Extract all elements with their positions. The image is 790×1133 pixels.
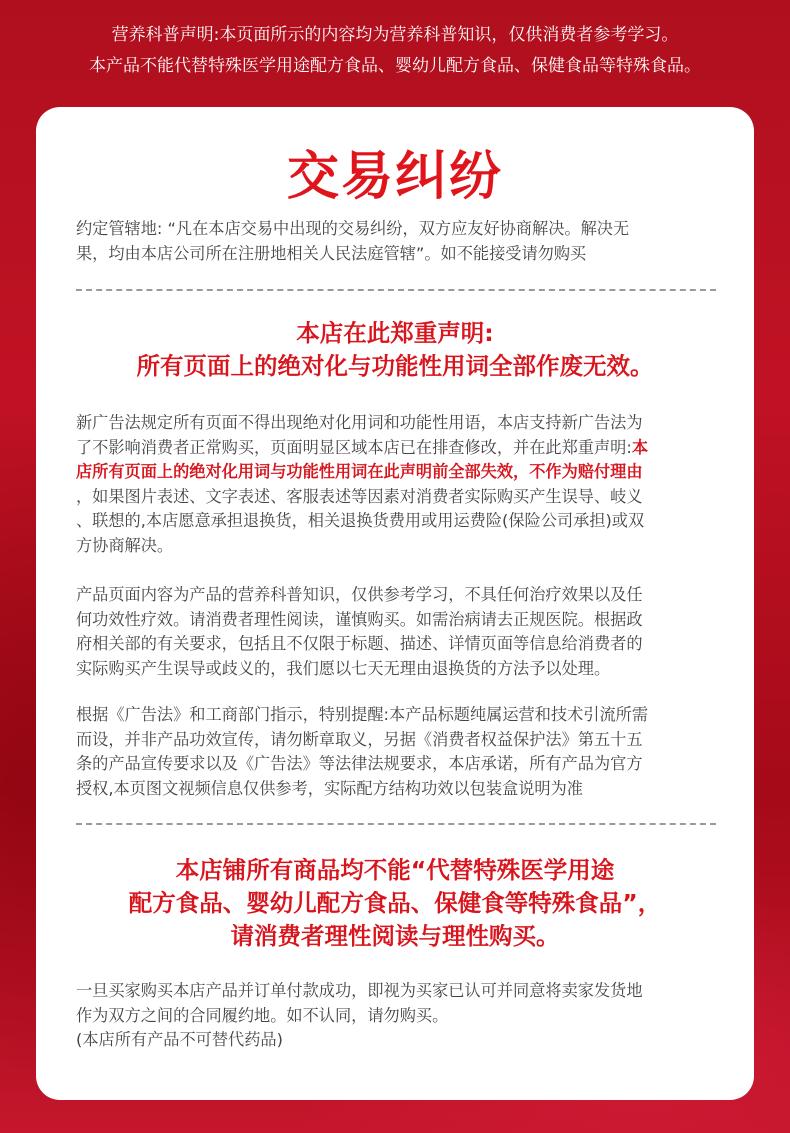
- heading-line: 本店铺所有商品均不能“代替特殊医学用途: [175, 856, 615, 884]
- text-line: 府相关部的有关要求，包括且不仅限于标题、描述、详情页面等信息给消费者的: [76, 634, 643, 653]
- jurisdiction-paragraph: [76, 217, 716, 266]
- ad-law-paragraph: [76, 411, 716, 558]
- text-line: 方协商解决。: [76, 535, 174, 555]
- declaration-heading: [36, 317, 754, 383]
- top-notice-line-1: 营养科普声明:本页面所示的内容均为营养科普知识，仅供消费者参考学习。: [111, 25, 679, 45]
- heading-line: 请消费者理性阅读与理性购买。: [230, 922, 560, 950]
- law-paragraph: [76, 703, 716, 801]
- text-line: 何功效性疗效。请消费者理性阅读，谨慎购买。如需治病请去正规医院。根据政: [76, 609, 643, 629]
- heading-line: 所有页面上的绝对化与功能性用词全部作废无效。: [136, 352, 654, 380]
- dashed-divider: [76, 823, 716, 825]
- dashed-divider: [76, 289, 716, 291]
- text-line: 而设，并非产品功效宣传，请勿断章取义，另据《消费者权益保护法》第五十五: [76, 729, 643, 749]
- text-line: 约定管辖地: “凡在本店交易中出现的交易纠纷，双方应友好协商解决。解决无: [76, 219, 630, 238]
- content-card: [36, 107, 754, 1100]
- text-line: 一旦买家购买本店产品并订单付款成功，即视为买家已认可并同意将卖家发货地: [76, 981, 643, 1000]
- text-line: 、联想的,本店愿意承担退换货，相关退换货费用或用运费险(保险公司承担)或双: [76, 511, 645, 530]
- text-line: 实际购买产生误导或歧义的，我们愿以七天无理由退换货的方法予以处理。: [76, 658, 611, 678]
- top-notice: [0, 20, 790, 82]
- contract-paragraph: [76, 979, 716, 1053]
- special-food-heading: [36, 854, 754, 953]
- text-line: 作为双方之间的合同履约地。如不认同，请勿购买。: [76, 1005, 449, 1025]
- page-title: 交易纠纷: [286, 147, 503, 207]
- text-line: [76, 436, 716, 461]
- nutrition-paragraph: [76, 583, 716, 681]
- text-segment: 了不影响消费者正常购买，页面明显区域本店已在排查修改，并在此郑重声明:: [76, 437, 632, 457]
- emphasized-text: 店所有页面上的绝对化用词与功能性用词在此声明前全部失效，不作为赔付理由: [76, 462, 643, 481]
- text-line: 产品页面内容为产品的营养科普知识，仅供参考学习，不具任何治疗效果以及任: [76, 585, 643, 604]
- text-line: 条的产品宣传要求以及《广告法》等法律法规要求，本店承诺，所有产品为官方: [76, 754, 643, 773]
- emphasized-text: 本: [631, 437, 649, 457]
- text-line: 根据《广告法》和工商部门指示，特别提醒:本产品标题纯属运营和技术引流所需: [76, 705, 649, 724]
- text-line: 果，均由本店公司所在注册地相关人民法庭管辖”。如不能接受请勿购买: [76, 243, 587, 263]
- text-line: 授权,本页图文视频信息仅供参考，实际配方结构功效以包装盒说明为准: [76, 778, 583, 798]
- heading-line: 配方食品、婴幼儿配方食品、保健食等特殊食品”，: [128, 889, 662, 917]
- top-notice-line-2: 本产品不能代替特殊医学用途配方食品、婴幼儿配方食品、保健食品等特殊食品。: [89, 56, 701, 76]
- text-line: ，如果图片表述、文字表述、客服表述等因素对消费者实际购买产生误导、岐义: [76, 486, 643, 506]
- heading-line: 本店在此郑重声明:: [296, 319, 494, 347]
- text-line: 新广告法规定所有页面不得出现绝对化用词和功能性用语，本店支持新广告法为: [76, 413, 643, 432]
- text-line: (本店所有产品不可替代药品): [76, 1030, 283, 1049]
